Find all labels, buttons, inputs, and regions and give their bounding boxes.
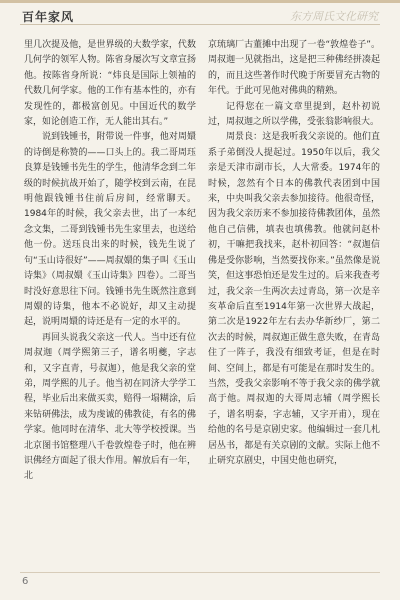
- paragraph: 说到钱锺书，附带说一件事，他对周嬛的诗倒是称赞的——口头上的。我二哥周珏良算是钱锺书先生的学生，他清华念到二年级的时候抗战开始了，随学校到云南，在昆明他跟钱锺书住前后房间，经常聊天。1984年的时候，我父亲去世，出了一本纪念文集，二哥到钱锺书先生家里去，也送给他一份。送珏良出来的时候，钱先生说了句“玉山诗很好”——周叔嬛的集子叫《玉山诗集》（周叔嬛《玉山诗集》四卷）。二哥当时没好意思往下问。钱锺书先生既然注意到周嬛的诗集，他本不必说好，却又主动提起，说明周嬛的诗还是有一定的水平的。: [24, 132, 196, 328]
- paragraph: 周景良：这是我听我父亲说的。他们直系子弟倒没人提起过。1950年以后，我父亲是天津市副市长，人大常委。1974年的时候，忽然有个日本的佛教代表团到中国来，中央叫我父亲去参加接待。他很奇怪，因为我父亲历来不参加接待佛教团体，虽然他自己信佛，填表也填佛教。他就问赵朴初，干嘛把我找来，赵朴初回答：“叔迦信佛是受你影响，当然要找你来。”虽然像是说笑，但这事恐怕还是发生过的。后来我查考过，我父亲一生两次去过青岛，第一次是辛亥革命后直至1914年第一次世界大战起，第二次是1922年左右去办华新纱厂，第二次去的时候，周叔迦正做生意失败，在青岛住了一阵子，我没有细致考证，但是在时间、空间上，都是有可能是在那时发生的。当然，受我父亲影响不等于我父亲的佛学就高于他。周叔迦的大哥周志辅（周学熙长子，谱名明泰，字志辅，又字开甫），现在给他的名号是京剧史家。他编辑过一套几札居丛书，都是有关京剧的文献。实际上他不止研究京剧史，中国史他也研究，: [208, 132, 380, 466]
- right-column: [208, 38, 380, 558]
- journal-title: 东方周氏文化研究: [290, 10, 378, 23]
- footer-divider: [20, 572, 380, 573]
- header-divider: [20, 24, 380, 25]
- paragraph: 京琉璃厂古董摊中出现了一卷“敦煌卷子”。周叔迦一见就指出，这是把三种佛经拼凑起的，而且这些著作时代晚于所要冒充古物的年代。于此可见他对佛典的精熟。: [208, 40, 380, 97]
- page-footer: [0, 572, 400, 600]
- paragraph: 里几次提及他，是世界级的大数学家，代数几何学的领军人物。陈省身屡次写文章宣扬他。按陈省身所说：“炜良是国际上领袖的代数几何学家。他的工作有基本性的，亦有发现性的，都极富创见。中国近代的数学家，如论创造工作，无人能出其右。”: [24, 40, 196, 128]
- paragraph: 记得您在一篇文章里提到，赵朴初说过，周叔迦之所以学佛，受张翁影响很大。: [208, 101, 380, 128]
- page-number: 6: [22, 576, 29, 587]
- left-column: [24, 38, 196, 558]
- paragraph: 再回头说我父亲这一代人。当中还有位周叔迦（周学熙第三子，谱名明夔，字志和，又字直青，号叔迦），他是我父亲的堂弟，周学熙的儿子。他当初在同济大学学工程，毕业后出来做买卖，赔得一塌糊涂，后来钻研佛法，成为虔诚的佛教徒，有名的佛学家。他同时在清华、北大等学校授课。当北京图书馆整理八千卷敦煌卷子时，他在辨识佛经方面起了很大作用。解放后有一年，北: [24, 332, 196, 482]
- page-header: [0, 0, 400, 26]
- article-content: [24, 38, 380, 558]
- section-title: 百年家风: [22, 10, 75, 24]
- header-top-line: [0, 0, 400, 3]
